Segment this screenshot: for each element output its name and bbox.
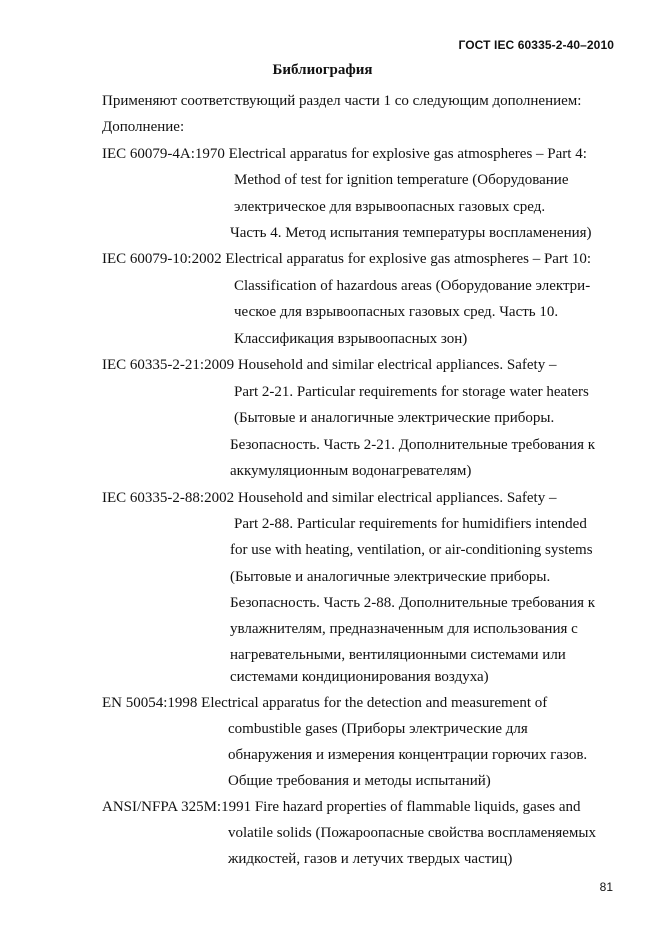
bibliography-entry-line: combustible gases (Приборы электрические для <box>228 721 528 737</box>
bibliography-entry-line: IEC 60335-2-88:2002 Household and similar electrical appliances. Safety – <box>102 490 557 506</box>
standard-code: ГОСТ IEC 60335-2-40–2010 <box>458 38 614 52</box>
bibliography-entry-line: Classification of hazardous areas (Оборудование электри- <box>234 278 591 294</box>
bibliography-entry-line: ческое для взрывоопасных газовых сред. Часть 10. <box>234 304 559 320</box>
bibliography-entry-line: (Бытовые и аналогичные электрические приборы. <box>234 410 555 426</box>
bibliography-entry-line: увлажнителям, предназначенным для использования с <box>230 621 578 637</box>
bibliography-entry-line: аккумуляционным водонагревателям) <box>230 463 472 479</box>
bibliography-entry-line: системами кондиционирования воздуха) <box>230 669 489 685</box>
bibliography-title: Библиография <box>272 62 373 78</box>
bibliography-entry-line: нагревательными, вентиляционными системами или <box>230 647 566 663</box>
bibliography-entry-line: for use with heating, ventilation, or air-conditioning systems <box>230 542 593 558</box>
bibliography-entry-line: Part 2-21. Particular requirements for storage water heaters <box>234 384 589 400</box>
bibliography-entry-line: ANSI/NFPA 325M:1991 Fire hazard properties of flammable liquids, gases and <box>102 799 581 815</box>
bibliography-entry-line: Part 2-88. Particular requirements for humidifiers intended <box>234 516 587 532</box>
intro-line: Применяют соответствующий раздел части 1 со следующим дополнением: <box>102 93 582 109</box>
bibliography-entry-line: Method of test for ignition temperature (Оборудование <box>234 172 569 188</box>
bibliography-entry-line: Безопасность. Часть 2-88. Дополнительные требования к <box>230 595 596 611</box>
bibliography-entry-line: IEC 60079-10:2002 Electrical apparatus for explosive gas atmospheres – Part 10: <box>102 251 592 267</box>
bibliography-entry-line: жидкостей, газов и летучих твердых частиц) <box>228 851 513 867</box>
bibliography-entry-line: электрическое для взрывоопасных газовых сред. <box>234 199 546 215</box>
bibliography-entry-line: обнаружения и измерения концентрации горючих газов. <box>228 747 588 763</box>
bibliography-entry-line: Общие требования и методы испытаний) <box>228 773 491 789</box>
bibliography-entry-line: IEC 60079-4A:1970 Electrical apparatus for explosive gas atmospheres – Part 4: <box>102 146 587 162</box>
bibliography-entry-line: Классификация взрывоопасных зон) <box>234 331 468 347</box>
bibliography-entry-line: Безопасность. Часть 2-21. Дополнительные требования к <box>230 437 596 453</box>
bibliography-entry-line: EN 50054:1998 Electrical apparatus for the detection and measurement of <box>102 695 548 711</box>
intro-line: Дополнение: <box>102 119 185 135</box>
page-number: 81 <box>599 880 613 894</box>
bibliography-entry-line: IEC 60335-2-21:2009 Household and similar electrical appliances. Safety – <box>102 357 557 373</box>
bibliography-entry-line: Часть 4. Метод испытания температуры воспламенения) <box>230 225 592 241</box>
bibliography-entry-line: (Бытовые и аналогичные электрические приборы. <box>230 569 551 585</box>
bibliography-entry-line: volatile solids (Пожароопасные свойства воспламеняемых <box>228 825 596 841</box>
